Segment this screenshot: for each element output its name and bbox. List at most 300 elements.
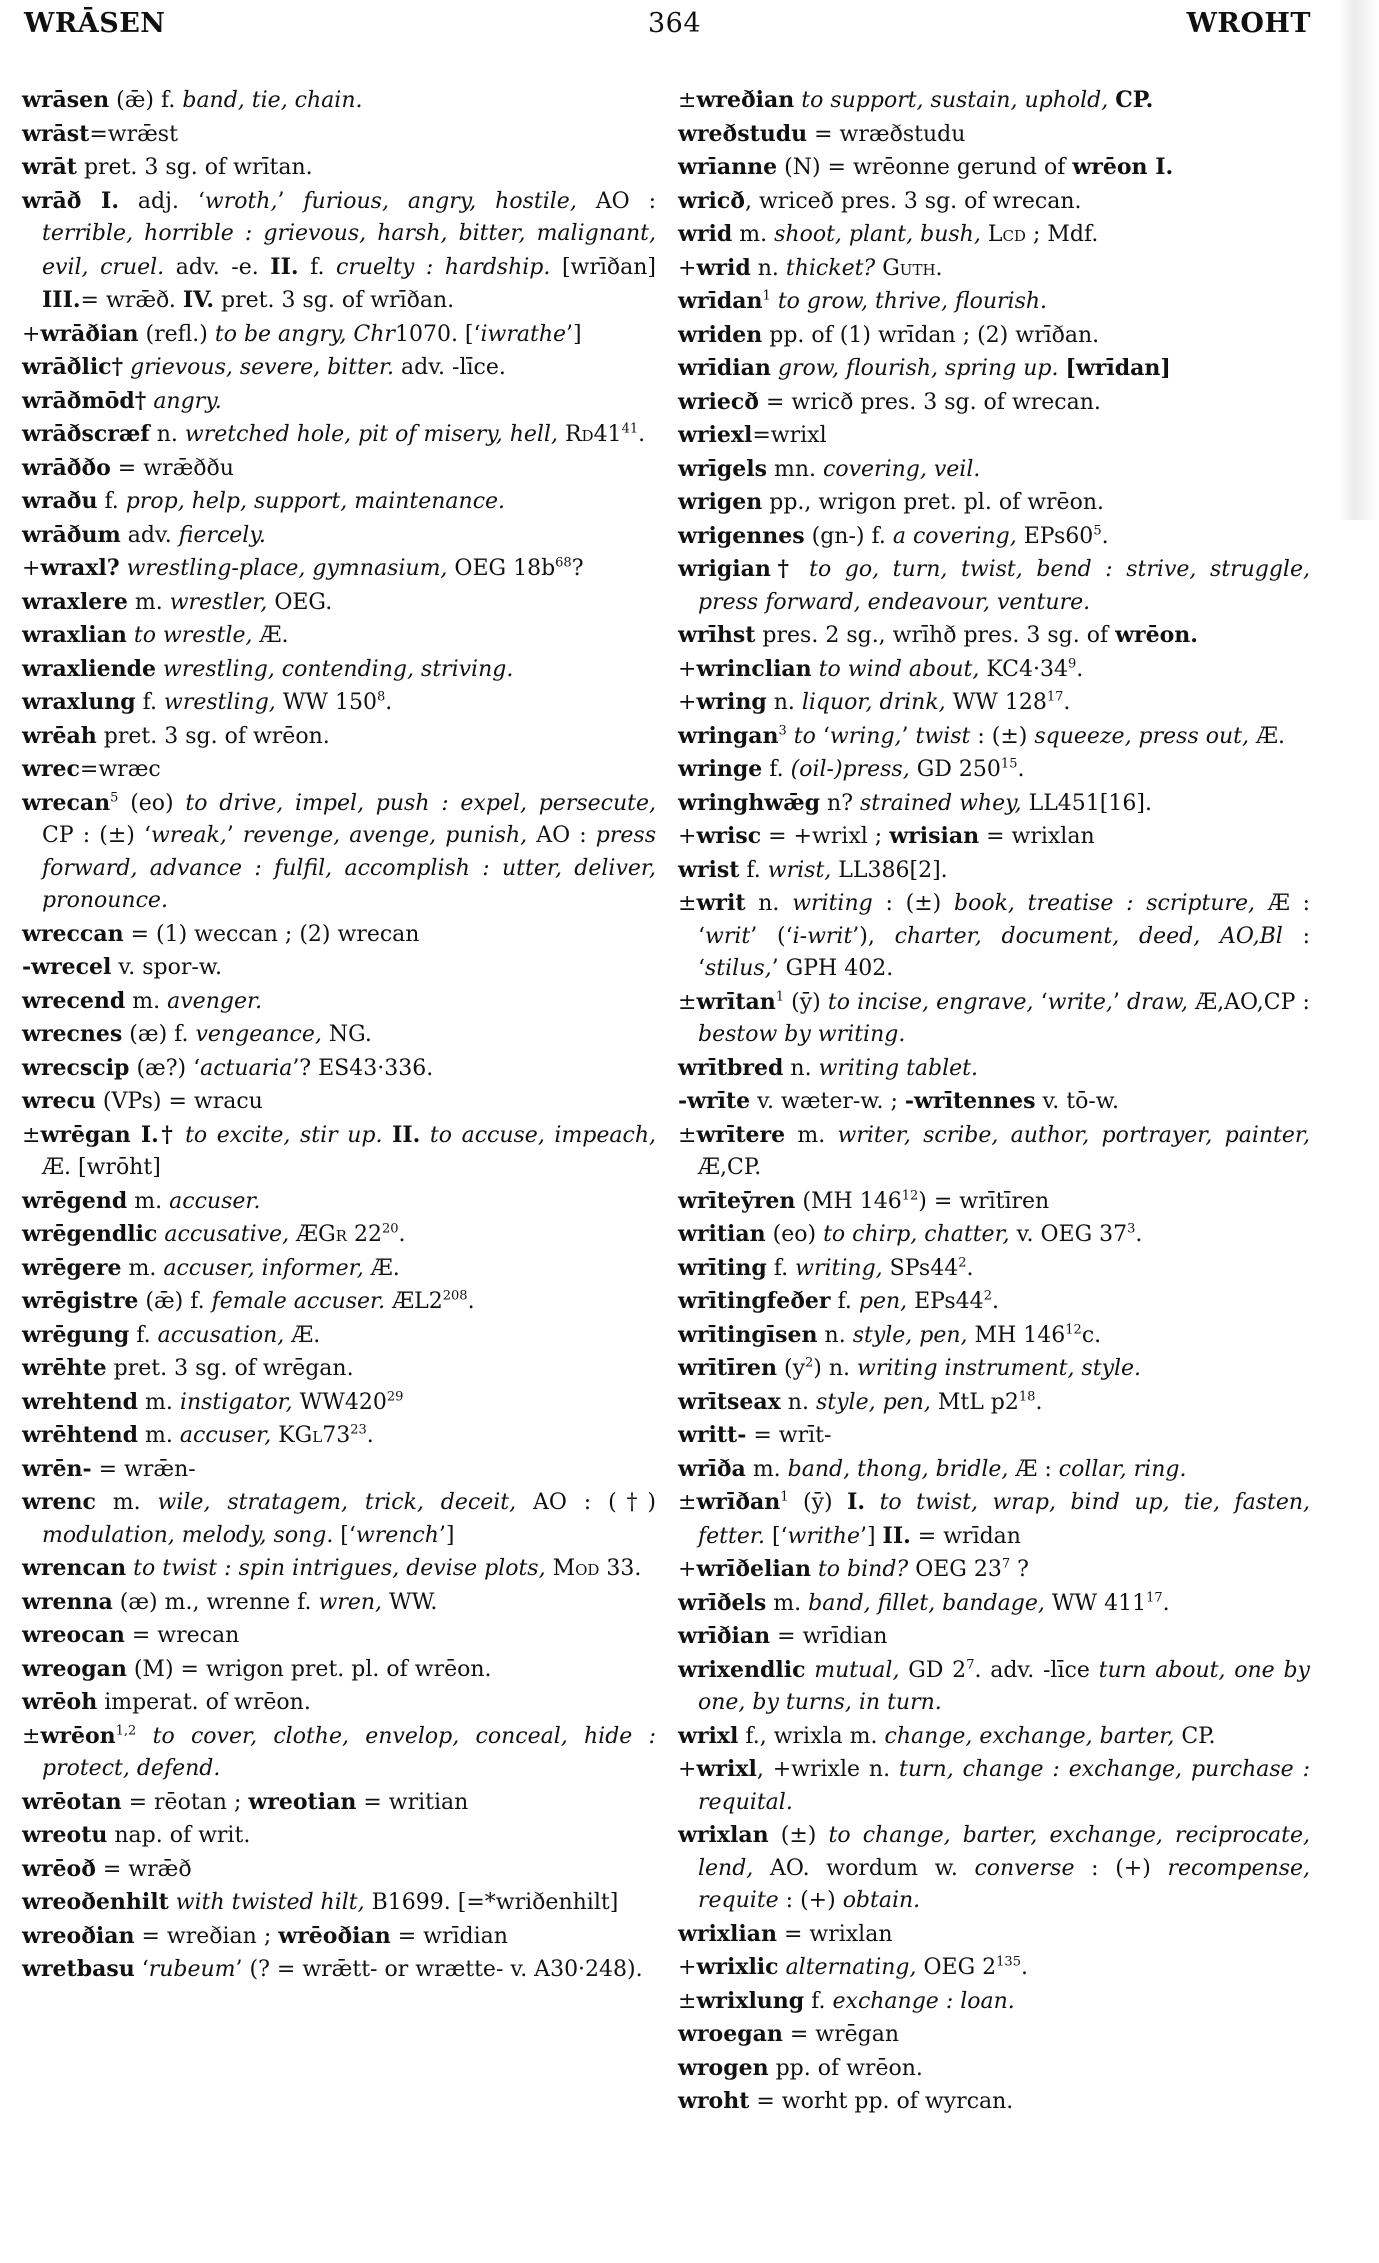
entry-text: f. [830,1289,859,1314]
definition-text: furious, angry, hostile, [303,188,577,214]
headword: wrīðan [696,1489,781,1515]
entry-text: AO : [527,823,596,848]
superscript: 7 [1001,1556,1011,1572]
entry-text: OEG 23 [908,1557,1002,1582]
headword: wrēn- [22,1455,92,1482]
definition-text: wrench [355,1522,439,1548]
entry-text: MH 146 [967,1322,1066,1348]
entry-text: m. [127,589,170,615]
dictionary-entry [678,1319,1310,1353]
entry-text: : (+) [778,1888,843,1913]
superscript: 2 [805,1355,814,1371]
dictionary-entry [678,1587,1310,1621]
entry-text: . [638,422,646,447]
left-column [22,84,656,1987]
headword: wrīða [678,1455,746,1482]
entry-text: = wrecan [124,1623,240,1648]
entry-text: (ǣ) f. [109,88,183,113]
entry-text: ’] [438,1522,455,1548]
definition-text: shoot, plant, bush, [774,222,981,247]
entry-text: =wræc [79,757,161,782]
definition-text: to grow, thrive, flourish. [777,289,1048,314]
definition-text: to twist : spin intrigues, devise plots, [133,1556,546,1581]
headword: wrēotan [22,1788,122,1815]
entry-text: [wrīðan] [550,254,657,280]
dictionary-entry [22,1886,656,1920]
definition-text: accusation, [157,1322,285,1348]
headword: wreoðenhilt [22,1889,169,1915]
definition-text: to wind about, [818,656,980,682]
definition-text: covering, veil. [823,456,981,482]
dictionary-entry [678,1985,1310,2019]
dictionary-entry [22,519,656,553]
entry-text: Æ. [284,1322,321,1348]
dictionary-entry [678,720,1310,754]
headword: wrāðmōd† [22,387,147,414]
entry-text: Æ. [252,623,289,648]
headword: wrēon I. [1072,154,1174,180]
dictionary-entry [22,1085,656,1119]
headword: wrixendlic [678,1656,806,1683]
headword: wrīðian [678,1623,771,1649]
definition-text: collar, ring. [1058,1456,1187,1482]
entry-text: (ȳ) [788,1490,848,1515]
headword: wrīðels [678,1589,767,1616]
dictionary-entry [678,1386,1310,1420]
headword: wrixlung [696,1987,805,2014]
entry-text: . [385,690,393,715]
entry-text: LL451[16]. [1021,790,1152,816]
headword: wrecscip [22,1054,130,1081]
definition-text: wrestling-place, gymnasium, [126,556,448,581]
entry-text: . [1063,690,1071,715]
entry-text: ’ [901,723,916,749]
definition-text: cruelty : hardship. [336,254,551,280]
headword: writian [678,1221,766,1247]
headword: wrīting [678,1254,767,1281]
headword: wrīðelian [696,1556,811,1582]
definition-text: fiercely. [178,522,266,548]
dictionary-entry [678,386,1310,420]
dictionary-entry [678,854,1310,888]
dictionary-entry [678,887,1310,986]
dictionary-entry [22,552,656,586]
entry-text: . [1162,1590,1170,1616]
definition-text: avenger. [167,988,263,1014]
definition-text: to go, turn, twist, bend : strive, struggle, press forward, endeavour, venture. [698,557,1310,615]
entry-text: ’? ES43·336. [292,1055,434,1081]
definition-text: wrestling, [163,690,276,715]
superscript: 17 [1146,1590,1163,1606]
dictionary-entry [678,285,1310,319]
headword: wrēgistre [22,1288,139,1314]
definition-text: to bind? [817,1557,909,1582]
entry-text [169,1890,176,1915]
headword: wroegan [678,2021,783,2047]
entry-text: pret. 3 sg. of wrītan. [76,155,313,180]
entry-text: n. [745,891,793,916]
dictionary-entry [678,319,1310,353]
headword: wrāðscræf [22,421,150,447]
dictionary-entry [678,1052,1310,1086]
entry-text: adv. -e. [164,254,271,280]
headword: wrītseax [678,1388,781,1415]
headword: wreccan [22,920,124,947]
entry-text: ÆL2 [385,1289,443,1314]
definition-text: accusative, [164,1222,290,1247]
entry-text: = wrīdan [910,1523,1021,1549]
definition-text: to be angry, Chr [214,321,395,347]
dictionary-entry [678,1085,1310,1119]
headword: wringan [678,722,779,749]
definition-text: writing, [795,1255,883,1281]
dictionary-entry [678,753,1310,787]
definition-text: to twist, wrap, bind up, tie, fasten, fetter. [698,1490,1311,1549]
definition-text: accuser, informer, [163,1255,364,1281]
entry-text: ± [678,1490,697,1515]
entry-text [136,1724,152,1749]
entry-text [787,724,794,749]
entry-text [546,1556,553,1581]
dictionary-entry [678,619,1310,653]
headword: writt- [678,1422,747,1448]
definition-text: terrible, horrible : grievous, harsh, bitter, malignant, evil, cruel. [42,221,656,280]
headword: wrāst [22,120,90,147]
headword: wrīhst [678,622,756,648]
entry-text: ± [678,88,697,113]
headword: II. [392,1121,421,1148]
definition-text: mutual, [814,1657,900,1683]
dictionary-entry [22,151,656,185]
superscript: 29 [386,1389,404,1405]
headword: wrāðian [40,320,139,347]
entry-text: = wrīdian [770,1624,888,1649]
entry-text [771,289,778,314]
entry-text: + [678,255,697,281]
entry-text: (M) = wrigon pret. pl. of wrēon. [126,1656,492,1682]
superscript: 135 [996,1954,1021,1970]
dictionary-entry [22,1386,656,1420]
entry-text: = +wrixl ; [761,824,890,849]
dictionary-entry [22,1853,656,1887]
definition-text: to [793,723,816,749]
headword: wrisc [696,823,762,849]
definition-text: accuser, [179,1423,272,1448]
dictionary-entry [22,1786,656,1820]
headword: wraxlian [22,622,127,648]
headword: wrecan [22,789,111,816]
dictionary-entry [22,452,656,486]
entry-text: , +wrixle n. [756,1757,900,1782]
entry-text: pp. of (1) wrīdan ; (2) wrīðan. [762,322,1100,348]
dictionary-entry [22,1185,656,1219]
superscript: 5 [1093,523,1102,539]
entry-text: f. [762,757,791,782]
headword: -wrīte [678,1088,751,1114]
dictionary-entry [22,1352,656,1386]
definition-text: wroth, [204,188,278,214]
entry-text: (y [777,1356,806,1381]
entry-text: imperat. of wrēon. [97,1690,311,1715]
superscript: 18 [1018,1389,1036,1405]
definition-text: wrestler, [169,589,268,615]
headword: wrīdan [678,288,763,314]
entry-text: f. [766,1255,796,1281]
entry-text: f. [298,254,337,280]
entry-text: Æ. [363,1255,400,1281]
definition-text: vengeance, [195,1022,322,1047]
entry-text: WW 411 [1044,1590,1147,1616]
definition-text: turn about, one by one, by turns, in turn. [698,1657,1310,1715]
entry-text: =wrǣst [89,121,178,147]
entry-text: adv. -līce. [394,355,506,380]
entry-text [120,556,127,581]
headword: I. [847,1489,866,1515]
dictionary-entry [678,686,1310,720]
definition-text: with twisted hilt, [175,1890,365,1915]
headword: wrinclian [696,655,812,682]
dictionary-entry [22,586,656,620]
dictionary-entry [678,151,1310,185]
dictionary-entry [678,986,1310,1052]
entry-text: [‘ [333,1522,356,1548]
headword: wraðu [22,488,98,514]
entry-text: = wrǣn- [91,1456,196,1482]
definition-text: wren, [318,1589,383,1615]
entry-text: WW420 [292,1389,387,1415]
dictionary-entry [678,2018,1310,2052]
entry-text: ’] [566,321,582,347]
entry-text: = (1) weccan ; (2) wrecan [123,921,420,947]
definition-text: book, treatise : scripture, [954,891,1256,916]
headword: wraxlung [22,689,136,715]
headword: wrecu [22,1088,96,1114]
headword: wriden [678,321,763,348]
dictionary-entry [22,1486,656,1552]
dictionary-entry [22,1453,656,1487]
headword: wriecð [678,388,759,415]
entry-text: AO : [576,188,656,214]
dictionary-entry [678,1252,1310,1286]
definition-text: i-writ [792,923,853,949]
headword: wrītan [696,988,776,1015]
definition-text: squeeze, press out, [1034,723,1249,749]
entry-text: ’ [226,823,243,848]
entry-text: = worht pp. of wyrcan. [749,2089,1014,2114]
dictionary-entry [22,1653,656,1687]
source-abbreviation: Rd [564,422,594,447]
entry-text: . [935,255,943,281]
headword: wrīteȳren [678,1187,796,1214]
entry-text: (eo) [118,790,186,816]
headword: wrāð I. [22,187,119,214]
headword: wraxl? [40,555,120,581]
dictionary-entry [678,486,1310,520]
headword: wrītingīsen [678,1321,818,1348]
entry-text: LL386[2]. [831,857,948,883]
dictionary-entry [22,720,656,754]
entry-text: pret. 3 sg. of wrēon. [96,723,330,749]
definition-text: (oil-)press, [790,757,910,782]
headword: wrixl [696,1756,757,1782]
headword: wrixlic [696,1954,779,1980]
entry-text: ’] [859,1523,883,1549]
entry-text: WW 150 [275,690,378,715]
entry-text: pret. 3 sg. of wrīðan. [214,288,455,313]
headword: wrītbred [678,1054,784,1081]
superscript: 2 [983,1288,992,1304]
dictionary-entry [678,453,1310,487]
superscript: 208 [442,1288,468,1304]
dictionary-entry [22,686,656,720]
entry-text: = rēotan ; [121,1789,249,1815]
entry-text: m. [785,1122,838,1148]
dictionary-entry [22,653,656,687]
headword: wrīdian [678,355,771,381]
definition-text: to wrestle, [133,623,253,648]
definition-text: rubeum [148,1957,236,1982]
entry-text: m. [766,1590,809,1616]
definition-text: turn, change : exchange, purchase : requital. [698,1757,1310,1815]
definition-text: angry. [153,388,222,414]
dictionary-entry [22,385,656,419]
entry-text: = wrixlan [979,824,1095,849]
entry-text: . [467,1289,475,1314]
dictionary-entry [22,985,656,1019]
entry-text: : (±) [970,723,1035,749]
dictionary-entry [678,1654,1310,1720]
entry-text: v. spor-w. [111,955,223,980]
headword: wrītīren [678,1355,777,1381]
headword: -wrītennes [904,1088,1036,1114]
dictionary-entry [678,218,1310,252]
dictionary-entry [22,118,656,152]
headword: wrisian [889,823,980,849]
entry-text: pres. 2 sg., wrīhð pres. 3 sg. of [755,623,1116,648]
entry-text: WW 128 [945,690,1047,715]
entry-text: (eo) [765,1222,824,1247]
entry-text [127,623,134,648]
entry-text: = wrīdian [390,1923,508,1949]
source-abbreviation: Lcd [987,222,1026,247]
dictionary-entry [678,553,1310,619]
entry-text: pp., wrigon pret. pl. of wrēon. [762,490,1104,515]
headword: wreogan [22,1655,127,1682]
entry-text: Æ : ‘ [698,891,1311,949]
definition-text: a covering, [892,523,1017,549]
headword: wricð [678,187,745,214]
entry-text: ’ GPH 402. [771,956,894,981]
entry-text: ) = wrītīren [918,1188,1050,1214]
headword: wrēoh [22,1689,98,1715]
dictionary-entry [22,1552,656,1586]
headword: wrogen [678,2054,769,2081]
entry-text: = wreðian ; [134,1923,279,1949]
superscript: 1 [780,1489,789,1505]
dictionary-entry [22,619,656,653]
entry-text: adv. [120,522,179,548]
headword: III. [42,287,81,313]
entry-text [558,422,565,447]
definition-text: stilus, [705,956,772,981]
entry-text: (VPs) = wracu [95,1089,263,1114]
entry-text: 22 [346,1222,382,1247]
headword: wrist [678,856,740,883]
dictionary-entry [678,1918,1310,1952]
definition-text: bestow by writing. [698,1022,906,1047]
definition-text: obtain. [842,1888,921,1913]
dictionary-entry [22,1953,656,1987]
entry-text: Æ,AO,CP : [1187,989,1310,1015]
entry-text: ? [571,556,584,581]
superscript: 9 [1067,656,1077,672]
entry-text: WW. [382,1589,438,1615]
headword: wrēoðian [278,1922,391,1949]
definition-text: pen, [858,1289,908,1314]
headword: wring [696,689,767,715]
entry-text: pp. of wrēon. [768,2055,923,2081]
entry-text: n. [817,1322,853,1348]
definition-text: to cover, clothe, envelop, conceal, hide : protect, defend. [42,1723,656,1781]
definition-text: to drive, impel, push : expel, persecute, [185,790,656,816]
definition-text: wrestling, contending, striving. [163,656,514,682]
headword: wrāt [22,154,77,180]
entry-text: . [991,1289,999,1314]
dictionary-entry [22,1319,656,1353]
headword: wrenc [22,1489,96,1515]
entry-text: = wrixlan [776,1921,893,1947]
entry-text: = wrēgan [782,2022,899,2047]
entry-text: ± [22,1723,41,1749]
headword: wringhwǣg [678,789,821,816]
definition-text: write, [1047,989,1113,1015]
headword: wreotian [248,1788,357,1815]
superscript: 12 [901,1188,919,1204]
headword: wrāððo [22,454,111,481]
entry-text: (ǣ) f. [138,1289,212,1314]
entry-text: m. [121,1255,164,1281]
dictionary-entry [22,1252,656,1286]
dictionary-entry [678,419,1310,453]
entry-text: : (±) [872,891,954,916]
definition-text: wring, [829,723,902,749]
entry-text: Æ : [1008,1456,1059,1482]
headword: wrēhte [22,1355,107,1381]
entry-text: [‘ [764,1523,788,1549]
headword: wrīgels [678,455,768,482]
entry-text: + [678,690,697,715]
entry-text: + [678,656,697,682]
headword: wrixlan [678,1822,769,1848]
definition-text: alternating, [785,1955,917,1980]
entry-text: KG [271,1423,313,1448]
definition-text: to incise, engrave, [827,989,1034,1015]
entry-text: GD 250 [909,757,1001,782]
definition-text: writ [705,923,751,949]
entry-text: f., wrixla m. [738,1723,885,1749]
superscript: 20 [381,1221,399,1237]
entry-text: NG. [321,1022,372,1047]
headword: wrēgere [22,1254,122,1281]
entry-text: OEG. [267,589,333,615]
entry-text: ’ [277,188,304,214]
entry-text: ’), [852,923,895,949]
entry-text: v. wæter-w. ; [750,1089,905,1114]
headword: wrēgung [22,1321,130,1348]
entry-text: AO : (†) [516,1490,656,1515]
entry-text: f. [97,489,126,514]
dictionary-entry [22,918,656,952]
